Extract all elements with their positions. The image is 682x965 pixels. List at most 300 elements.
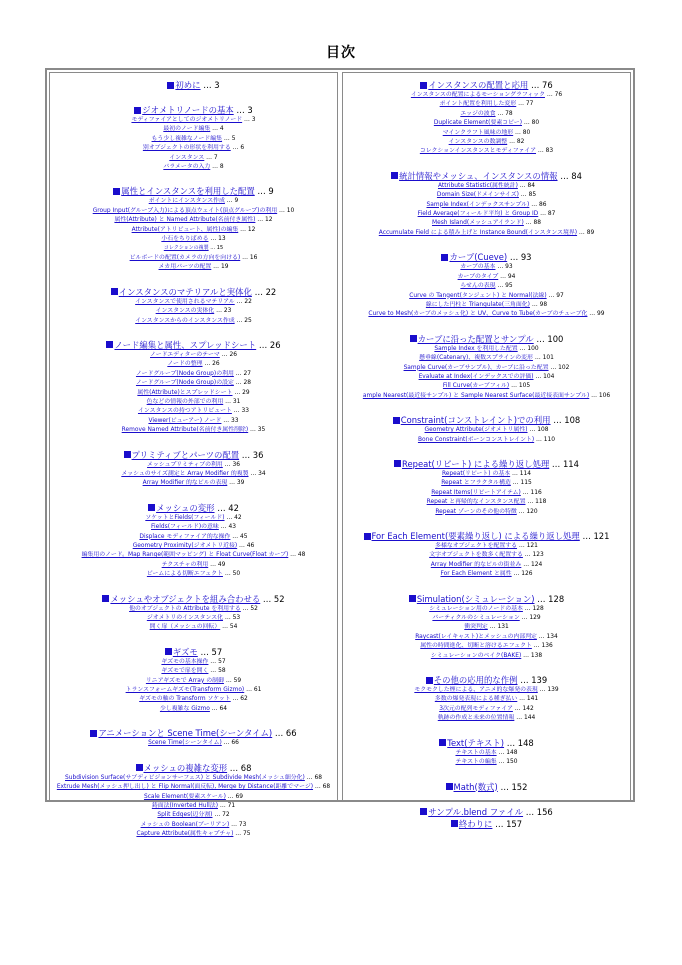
- toc-section: [343, 170, 630, 238]
- toc-section-link[interactable]: [106, 340, 256, 350]
- toc-entry-link[interactable]: Evaluate at Index(インデックスでの評価): [418, 373, 534, 380]
- toc-page-number: … 27: [233, 370, 252, 377]
- toc-entry-link[interactable]: ビームによる切断エフェクト: [146, 571, 223, 578]
- toc-section-link[interactable]: [391, 171, 557, 181]
- toc-entry-link[interactable]: Sample Index(インデックスサンプル): [426, 201, 530, 208]
- toc-page-number: … 76: [528, 80, 553, 90]
- toc-page-number: … 23: [214, 308, 232, 315]
- toc-page-number: … 5: [222, 135, 236, 142]
- toc-page-number: … 106: [589, 392, 611, 399]
- toc-section-heading: [50, 286, 337, 298]
- toc-page-number: … 85: [518, 192, 537, 199]
- toc-entry-link[interactable]: Repeat と再帰的なインスタンス配置: [426, 499, 526, 506]
- toc-entry-link[interactable]: ノードグループ(Node Group)の設定: [135, 380, 234, 387]
- toc-entry: [50, 830, 337, 839]
- toc-entry-link[interactable]: インスタンスの数調整: [448, 139, 508, 146]
- toc-page-number: … 93: [507, 252, 532, 263]
- toc-section: [343, 251, 630, 319]
- toc-page-number: … 4: [210, 126, 224, 133]
- toc-entry-link[interactable]: パラメータの入力: [163, 164, 211, 171]
- toc-section-heading: [343, 674, 630, 686]
- toc-page-number: … 26: [256, 339, 281, 350]
- toc-right-column: [342, 72, 631, 829]
- toc-entry-link[interactable]: 衝突判定: [464, 624, 488, 631]
- toc-page-number: … 6: [230, 145, 245, 152]
- toc-page-number: … 42: [224, 514, 242, 521]
- toc-page-number: … 61: [244, 687, 262, 694]
- toc-section-heading: [343, 251, 630, 263]
- toc-entry: [343, 392, 630, 401]
- toc-entry-link[interactable]: シミュレーションのベイク(BAKE): [430, 652, 522, 659]
- toc-entry-link[interactable]: Curve の Tangent(タンジェント) と Normal(法線): [409, 292, 547, 299]
- toc-page-number: … 52: [240, 605, 258, 612]
- toc-entry-link[interactable]: 最初のノード編集: [163, 126, 211, 133]
- toc-section-link[interactable]: [113, 186, 255, 196]
- toc-page-number: … 80: [513, 129, 531, 136]
- toc-entry: [343, 436, 630, 445]
- toc-section-heading: [50, 502, 337, 514]
- toc-entry-link[interactable]: インスタンスで使用されるマテリアル: [135, 298, 235, 305]
- toc-entry: [343, 623, 630, 632]
- toc-entry-link[interactable]: 3次元の配列モディファイア: [439, 705, 513, 712]
- toc-section-link[interactable]: [441, 252, 507, 262]
- toc-page-number: … 52: [260, 593, 285, 604]
- toc-entry-link[interactable]: もう少し複雑なノード編集: [151, 135, 223, 142]
- toc-entry-link[interactable]: モクモクした煙による、アニメ的な爆発の表現: [414, 687, 538, 694]
- toc-page-number: … 19: [211, 264, 229, 271]
- toc-entry: [343, 301, 630, 310]
- toc-entry-link[interactable]: 小石をちりばめる: [161, 236, 209, 243]
- toc-page-number: … 66: [272, 728, 297, 739]
- toc-entry-link[interactable]: テキストの編集: [455, 759, 497, 766]
- toc-page-number: … 87: [538, 211, 556, 218]
- toc-entry: [343, 686, 630, 695]
- toc-entry: [50, 235, 337, 244]
- toc-entry-link[interactable]: Curve to Mesh(カーブのメッシュ化) と UV、Curve to Tube(カーブのチューブ化: [368, 311, 588, 318]
- bullet-square-icon: [90, 730, 97, 737]
- page-title: 目次: [326, 45, 356, 61]
- bullet-square-icon: [111, 288, 118, 295]
- toc-entry: [343, 119, 630, 128]
- toc-entry-link[interactable]: カーブの基本: [460, 264, 496, 271]
- toc-page-number: … 7: [204, 154, 218, 161]
- toc-entry-link[interactable]: Duplicate Element(要素コピー): [433, 120, 522, 127]
- toc-page-number: … 68: [227, 762, 252, 773]
- toc-section-heading: [50, 104, 337, 116]
- toc-page-number: … 48: [288, 552, 306, 559]
- toc-section: [343, 818, 630, 830]
- toc-entry-link[interactable]: Geometry Proximity(ジオメトリ近接): [132, 543, 238, 549]
- toc-section-link[interactable]: [148, 503, 214, 513]
- toc-page-number: … 9: [254, 186, 274, 197]
- toc-page-number: … 33: [221, 417, 239, 424]
- toc-entry-link[interactable]: モディファイアとしてのジオメトリノード: [131, 117, 243, 123]
- toc-section-link[interactable]: [410, 334, 534, 344]
- toc-section-title: プリミティブとパーツの配置: [131, 449, 240, 460]
- bullet-square-icon: [148, 504, 155, 511]
- toc-entry-link[interactable]: 属性(Attribute)とスプレッドシート: [137, 389, 233, 396]
- toc-entry-link[interactable]: 文字オブジェクトを数多く配置する: [429, 552, 523, 559]
- toc-section-link[interactable]: [420, 80, 528, 90]
- toc-entry-link[interactable]: Sample Curve(カーブサンプル)、カーブに沿った配置: [403, 364, 549, 371]
- toc-entry-link[interactable]: 別オブジェクトの形状を利用する: [142, 145, 231, 152]
- toc-entry: [50, 135, 337, 144]
- toc-page-number: … 76: [544, 92, 563, 98]
- toc-entry-link[interactable]: Capture Attribute(属性キャプチャ): [136, 831, 234, 838]
- toc-entry: [50, 407, 337, 416]
- toc-entry: [50, 207, 337, 216]
- toc-section-link[interactable]: [102, 594, 260, 604]
- toc-page-number: … 139: [537, 687, 559, 694]
- toc-page-number: … 73: [229, 821, 247, 828]
- toc-page-number: … 83: [536, 148, 554, 155]
- toc-section-link[interactable]: [439, 738, 504, 748]
- toc-section-heading: [50, 449, 337, 461]
- toc-entry: [343, 561, 630, 570]
- toc-entry: [50, 470, 337, 479]
- toc-entry: [343, 642, 630, 651]
- toc-page-number: … 100: [533, 333, 564, 344]
- toc-page-number: … 114: [549, 458, 579, 469]
- toc-entry-link[interactable]: For Each Element と属性: [440, 571, 512, 578]
- toc-page-number: … 13: [208, 236, 226, 243]
- toc-entry: [343, 310, 630, 319]
- toc-page-number: … 36: [239, 449, 264, 460]
- toc-section: [50, 646, 337, 714]
- toc-page-number: … 78: [495, 110, 513, 117]
- toc-section: [50, 185, 337, 272]
- toc-section: [50, 104, 337, 172]
- toc-section-title: Constraint(コンストレイント)での利用: [400, 415, 551, 426]
- toc-page-number: … 131: [487, 624, 509, 631]
- toc-entry: [343, 695, 630, 704]
- toc-entry-link[interactable]: マインクラフト風味の地形: [442, 129, 514, 136]
- toc-entry-link[interactable]: ジオメトリのインスタンス化: [146, 615, 224, 622]
- toc-entry: [50, 802, 337, 811]
- toc-entry-link[interactable]: Repeat Items(リピートアイテム): [431, 489, 521, 496]
- toc-entry: [343, 705, 630, 714]
- toc-entry-link[interactable]: Repeat(リピート) の基本: [441, 470, 511, 477]
- toc-entry-link[interactable]: Repeat ゾーンのその他の特徴: [435, 508, 517, 515]
- toc-entry-link[interactable]: Geometry Attribute(ジオメトリ属性): [424, 427, 528, 434]
- toc-entry-link[interactable]: Remove Named Attribute(名前付き属性削除): [121, 427, 249, 434]
- toc-section-heading: [343, 458, 630, 470]
- toc-entry-link[interactable]: Repeat とフラクタル構造: [441, 480, 511, 487]
- toc-section-link[interactable]: [134, 105, 233, 115]
- toc-section-title: ギズモ: [172, 646, 198, 657]
- toc-entry-link[interactable]: 軌跡の作成と未来の位置情報: [437, 715, 515, 722]
- toc-section: [343, 414, 630, 445]
- toc-page-number: … 46: [237, 543, 255, 549]
- toc-section-link[interactable]: [167, 80, 200, 90]
- toc-section: [343, 530, 630, 580]
- toc-entry: [343, 633, 630, 642]
- toc-entry-link[interactable]: パーティクルのシミュレーション: [432, 615, 520, 622]
- bullet-square-icon: [451, 820, 458, 827]
- toc-entry-link[interactable]: ample Nearest(最近接サンプル) と Sample Nearest Surface(最近接表面サンプル): [362, 392, 590, 399]
- toc-section-link[interactable]: [165, 647, 198, 657]
- toc-page-number: … 82: [507, 139, 525, 146]
- toc-section-title: アニメーションと Scene Time(シーンタイム): [98, 728, 273, 739]
- toc-page-number: … 62: [230, 696, 248, 703]
- toc-section-title: サンプル.blend ファイル: [428, 806, 524, 817]
- toc-page-number: … 134: [536, 633, 558, 640]
- toc-entry: [343, 551, 630, 560]
- toc-entry-link[interactable]: コレクションインスタンスとモディファイア: [419, 148, 537, 155]
- bullet-square-icon: [136, 764, 143, 771]
- toc-page-number: … 129: [519, 615, 541, 622]
- toc-entry-link[interactable]: Accumulate Field による積み上げと Instance Bound(インスタンス境界): [378, 229, 578, 236]
- toc-entry-link[interactable]: 線にした円柱と Triangulate(三角面化): [425, 301, 530, 308]
- bullet-square-icon: [446, 783, 453, 790]
- toc-entry-link[interactable]: Fields(フィールド)の意味: [151, 524, 219, 531]
- toc-section-title: メッシュの複雑な変形: [143, 762, 228, 773]
- toc-entry-link[interactable]: テクスチャの利用: [161, 561, 209, 568]
- toc-entry-link[interactable]: 少し複雑な Gizmo: [159, 705, 210, 712]
- toc-page-number: … 26: [219, 351, 237, 358]
- toc-entry-link[interactable]: エッジの波食: [460, 110, 496, 117]
- toc-page-number: … 71: [218, 802, 236, 809]
- toc-entry-link[interactable]: トランスフォームギズモ(Transform Gizmo): [125, 687, 245, 694]
- bullet-square-icon: [426, 677, 433, 684]
- toc-entry-link[interactable]: Scene Time(シーンタイム): [148, 740, 222, 747]
- toc-section-link[interactable]: [446, 782, 498, 792]
- toc-page-number: … 59: [223, 677, 242, 684]
- toc-entry-link[interactable]: Mesh Island(メッシュアイランド): [431, 220, 524, 227]
- bullet-square-icon: [420, 82, 427, 89]
- toc-page-number: … 121: [579, 531, 610, 541]
- toc-entry: [50, 389, 337, 398]
- toc-entry-link[interactable]: ノードグループ(Node Group)の利用: [135, 370, 234, 377]
- toc-entry: [343, 605, 630, 614]
- toc-entry-link[interactable]: シミュレーション用のノードの基本: [429, 605, 523, 612]
- toc-section: [343, 593, 630, 661]
- toc-entry-link[interactable]: インスタンスの持つアトリビュート: [137, 408, 232, 415]
- toc-section-link[interactable]: [136, 763, 228, 773]
- toc-entry-link[interactable]: Array Modifier 的なピルの表現: [142, 480, 228, 487]
- toc-entry-link[interactable]: 色などの情報の外部での利用: [146, 398, 224, 405]
- toc-entry: [50, 533, 337, 542]
- toc-entry: [343, 282, 630, 291]
- toc-section-title: For Each Element(要素繰り返し) による繰り返し処理: [371, 531, 580, 541]
- bullet-square-icon: [394, 460, 401, 467]
- toc-entry-link[interactable]: 懸垂線(Catenary)、複数スプラインの変形: [419, 355, 533, 362]
- toc-page-number: … 123: [522, 552, 544, 559]
- toc-page-number: … 3: [200, 80, 220, 90]
- toc-entry: [343, 570, 630, 579]
- toc-entry: [343, 498, 630, 507]
- toc-entry-link[interactable]: メッシュプリミティブの利用: [147, 461, 223, 468]
- toc-entry-link[interactable]: インスタンス: [169, 154, 205, 161]
- toc-entry: [50, 263, 337, 272]
- toc-page-number: … 77: [516, 101, 534, 108]
- toc-entry-link[interactable]: インスタンスからのインスタンス作成: [135, 317, 235, 324]
- toc-entry-link[interactable]: テキストの基本: [455, 749, 497, 756]
- toc-entry-link[interactable]: 属性の時間進化、切断と溶けるエフェクト: [420, 643, 532, 650]
- toc-entry-link[interactable]: 属性(Attribute) と Named Attribute(名前付き属性): [114, 217, 256, 224]
- toc-section-title: 初めに: [175, 80, 201, 90]
- toc-section: [50, 502, 337, 580]
- toc-entry: [50, 317, 337, 326]
- toc-section-title: インスタンスの配置と応用: [428, 80, 529, 90]
- toc-entry: [50, 570, 337, 579]
- toc-page-number: … 120: [516, 508, 538, 515]
- toc-section-link[interactable]: [426, 675, 518, 685]
- toc-entry-link[interactable]: コレクションの複製: [163, 245, 209, 252]
- toc-page-number: … 84: [517, 182, 536, 189]
- toc-entry-link[interactable]: ノードの整理: [167, 361, 203, 368]
- toc-entry-link[interactable]: カーブのタイプ: [457, 273, 499, 280]
- toc-entry-link[interactable]: Split Edges(辺分割): [157, 812, 213, 819]
- bullet-square-icon: [410, 335, 417, 342]
- toc-entry-link[interactable]: 開く扉（メッシュの回転）: [149, 624, 221, 631]
- toc-entry-link[interactable]: ポイントにインスタンス作成: [148, 198, 225, 205]
- toc-section-heading: [343, 333, 630, 345]
- toc-entry-link[interactable]: Viewer(ビューアー) ノード: [148, 417, 222, 424]
- toc-section-title: 終わりに: [458, 818, 493, 829]
- toc-entry-link[interactable]: 鋳面法(Inverted Hull法): [151, 802, 218, 809]
- toc-entry-link[interactable]: Scale Element(要素スケール): [143, 793, 226, 800]
- toc-section-link[interactable]: [90, 728, 272, 738]
- toc-entry: [50, 216, 337, 225]
- toc-page-number: … 95: [495, 283, 513, 290]
- toc-section-heading: [50, 593, 337, 605]
- toc-page-number: … 110: [534, 436, 556, 443]
- toc-section: [50, 762, 337, 840]
- toc-page-number: … 68: [304, 774, 322, 781]
- toc-entry-link[interactable]: メカ用パーツの配置: [158, 264, 212, 271]
- toc-entry: [343, 91, 630, 100]
- toc-entry-link[interactable]: Domain Size(ドメインサイズ): [436, 192, 519, 199]
- toc-section-link[interactable]: [394, 459, 549, 469]
- toc-entry-link[interactable]: ビルボードの配置(カメラの方向を向ける): [129, 254, 241, 261]
- toc-section-link[interactable]: [393, 415, 551, 425]
- toc-section-heading: [50, 79, 337, 91]
- toc-entry-link[interactable]: ギズモの基本操作: [161, 658, 209, 665]
- toc-entry-link[interactable]: Field Average(フィールド平均) と Group ID: [417, 211, 539, 218]
- toc-section-link[interactable]: [364, 531, 580, 541]
- toc-entry: [50, 144, 337, 153]
- toc-entry: [50, 811, 337, 820]
- toc-entry-link[interactable]: ギズモで扉を開く: [161, 668, 209, 675]
- toc-entry-link[interactable]: ソケットとFields(フィールド): [145, 514, 225, 521]
- toc-entry: [50, 614, 337, 623]
- bullet-square-icon: [441, 254, 448, 261]
- toc-section-heading: [343, 530, 630, 542]
- toc-section: [343, 674, 630, 724]
- toc-page-number: … 64: [209, 705, 228, 712]
- toc-entry-link[interactable]: Group Input(グループ入力)による頂点ウェイト(頂点グループ)の利用: [92, 207, 278, 214]
- toc-entry-link[interactable]: Array Modifier 的なピルの街並み: [430, 561, 522, 568]
- toc-entry: [343, 182, 630, 191]
- toc-page-number: … 72: [212, 812, 230, 819]
- toc-entry: [343, 191, 630, 200]
- toc-entry: [343, 652, 630, 661]
- toc-entry-link[interactable]: Attribute(アトリビュート、属性)の編集: [131, 226, 239, 233]
- toc-entry: [50, 667, 337, 676]
- toc-section-title: メッシュやオブジェクトを組み合わせる: [110, 593, 261, 604]
- toc-entry-link[interactable]: らせんの表現: [460, 283, 496, 290]
- toc-page-number: … 50: [222, 571, 241, 578]
- toc-entry-link[interactable]: リニアギズモで Array の制御: [145, 677, 224, 684]
- toc-section-heading: [50, 727, 337, 739]
- toc-section-link[interactable]: [111, 287, 252, 297]
- toc-section-title: カーブ(Cueve): [449, 252, 508, 263]
- toc-section-title: ノード編集と属性、スプレッドシート: [114, 339, 257, 350]
- toc-section: [343, 806, 630, 818]
- toc-section-heading: [343, 781, 630, 793]
- toc-entry: [343, 758, 630, 767]
- toc-entry-link[interactable]: 多様なオブジェクトを配置する: [435, 543, 518, 549]
- toc-page-number: … 118: [525, 499, 547, 506]
- toc-entry: [343, 219, 630, 228]
- toc-entry-link[interactable]: Fill Curve(カーブフィル): [442, 383, 510, 390]
- toc-page-number: … 75: [233, 831, 251, 838]
- toc-section: [50, 449, 337, 489]
- bullet-square-icon: [364, 533, 371, 540]
- toc-section-link[interactable]: [409, 594, 535, 604]
- toc-entry-link[interactable]: Attribute Statistic(属性統計): [437, 182, 518, 189]
- bullet-square-icon: [420, 808, 427, 815]
- toc-section-link[interactable]: [451, 819, 493, 829]
- toc-section-link[interactable]: [124, 450, 240, 460]
- toc-page-number: … 116: [520, 489, 542, 496]
- toc-entry-link[interactable]: ギズモの軸の Transform ソケット: [139, 696, 231, 703]
- toc-entry-link[interactable]: Displace モディファイア的な操作: [139, 533, 231, 540]
- toc-page-number: … 121: [517, 543, 538, 549]
- toc-entry-link[interactable]: Sample Index を利用した配置: [434, 345, 518, 352]
- toc-page-number: … 88: [523, 220, 541, 227]
- toc-entry-link[interactable]: 多数の爆発表現による種ぎ払い: [434, 696, 518, 703]
- toc-entry-link[interactable]: Bone Constraint(ボーンコンストレイント): [417, 436, 535, 443]
- toc-entry-link[interactable]: ポイント配置を利用した変形: [439, 101, 517, 108]
- toc-entry: [50, 658, 337, 667]
- toc-entry: [343, 129, 630, 138]
- toc-entry-link[interactable]: Raycast(レイキャスト)とメッシュの内部判定: [415, 633, 537, 640]
- toc-entry: [343, 210, 630, 219]
- toc-page-number: … 108: [550, 415, 581, 426]
- toc-section-heading: [50, 185, 337, 197]
- toc-page-number: … 115: [510, 480, 532, 487]
- toc-page-number: … 86: [529, 201, 547, 208]
- toc-section-link[interactable]: [420, 807, 523, 817]
- toc-entry-link[interactable]: メッシュのサイズ測定と Array Modifier 的複製: [121, 470, 249, 477]
- toc-entry-link[interactable]: メッシュの Boolean(ブーリアン): [140, 821, 230, 828]
- toc-entry: [50, 774, 337, 783]
- toc-entry-link[interactable]: インスタンスの実体化: [155, 308, 215, 315]
- toc-entry-link[interactable]: Subdivision Surface(サブディビジョンサーフェス) と Subdivide Mesh(メッシュ細分化): [64, 774, 305, 781]
- toc-section-title: その他の応用的な作例: [433, 675, 518, 686]
- toc-entry-link[interactable]: 他のオブジェクトの Attribute を利用する: [129, 605, 241, 612]
- toc-entry-link[interactable]: Extrude Mesh(メッシュ押し出し) と Flip Normal(面反転), Merge by Distance(距離でマージ): [56, 784, 314, 791]
- toc-entry: [50, 307, 337, 316]
- toc-entry-link[interactable]: ノードエディターのテーマ: [150, 351, 220, 358]
- toc-page-number: … 25: [234, 317, 252, 324]
- toc-entry: [343, 489, 630, 498]
- toc-entry: [343, 542, 630, 551]
- toc-entry: [343, 714, 630, 723]
- toc-entry-link[interactable]: インスタンスの配置によるモーショングラフィック: [410, 92, 545, 98]
- bullet-square-icon: [102, 595, 109, 602]
- toc-page-number: … 28: [233, 380, 252, 387]
- toc-section-title: Repeat(リピート) による繰り返し処理: [402, 458, 550, 469]
- toc-section-title: 属性とインスタンスを利用した配置: [121, 186, 255, 197]
- toc-page-number: … 29: [232, 389, 250, 396]
- toc-entry: [343, 345, 630, 354]
- toc-page-number: … 22: [251, 286, 277, 297]
- toc-entry: [50, 551, 337, 560]
- toc-entry-link[interactable]: 編集用のノード。Map Range(範囲マッピング) と Float Curve(Float カーブ): [81, 552, 289, 559]
